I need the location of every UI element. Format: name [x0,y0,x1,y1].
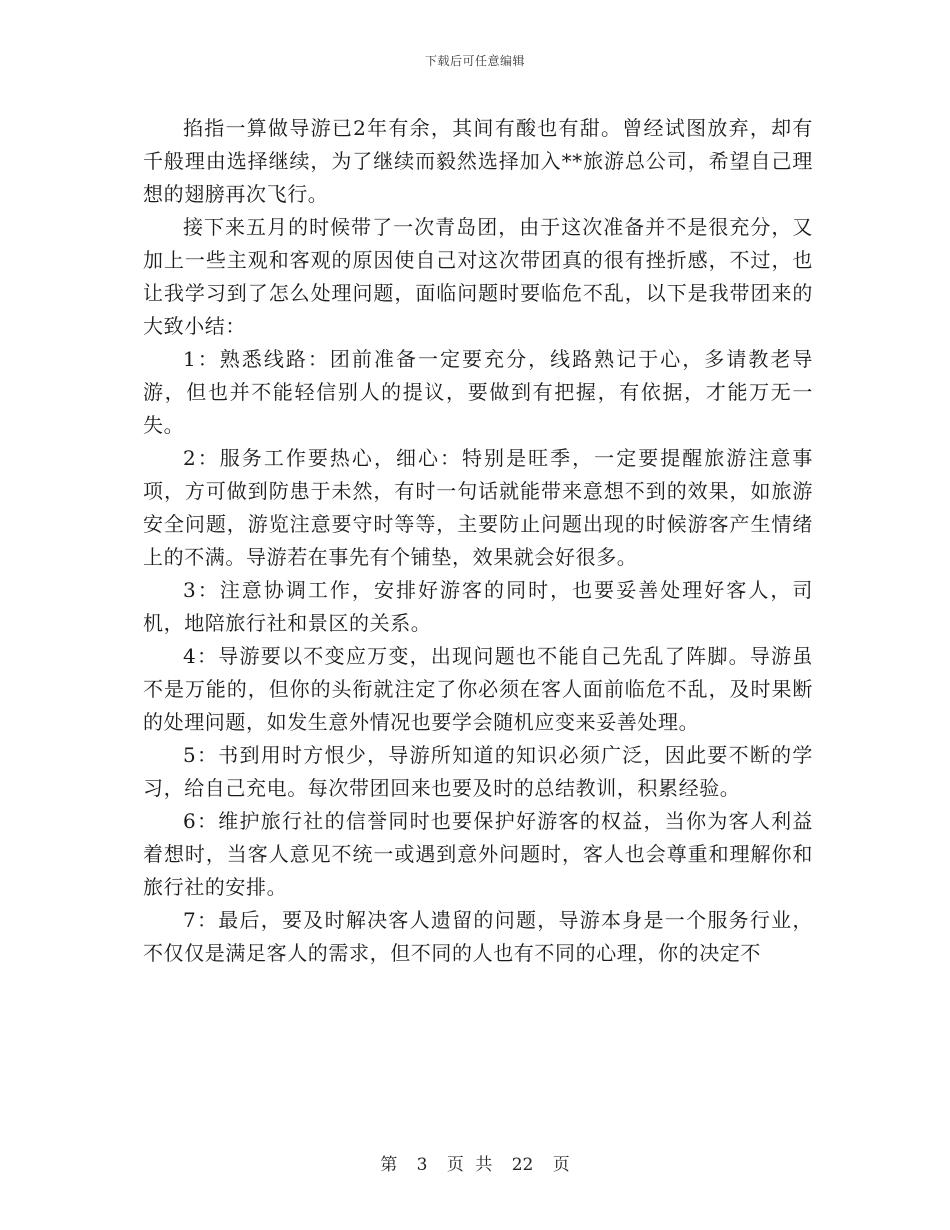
paragraph-point-4: 4：导游要以不变应万变，出现问题也不能自己先乱了阵脚。导游虽不是万能的，但你的头衔就注定了你必须在客人面前临危不乱，及时果断的处理问题，如发生意外情况也要学会随机应变来妥善处理。 [143,644,813,734]
paragraph-point-7: 7：最后，要及时解决客人遗留的问题，导游本身是一个服务行业，不仅仅是满足客人的需求，但不同的人也有不同的心理，你的决定不 [143,908,813,965]
paragraph-point-2: 2：服务工作要热心，细心：特别是旺季，一定要提醒旅游注意事项，方可做到防患于未然，有时一句话就能带来意想不到的效果，如旅游安全问题，游览注意要守时等等，主要防止问题出现的时候游客产生情绪上的不满。导游若在事先有个铺垫，效果就会好很多。 [143,446,813,569]
current-page-number: 3 [416,1155,428,1175]
paragraph-intro: 掐指一算做导游已2年有余，其间有酸也有甜。曾经试图放弃，却有千般理由选择继续，为了继续而毅然选择加入**旅游总公司，希望自己理想的翅膀再次飞行。 [143,116,813,206]
total-page-count: 22 [511,1155,534,1175]
paragraph-point-3: 3：注意协调工作，安排好游客的同时，也要妥善处理好客人，司机，地陪旅行社和景区的关系。 [143,578,813,635]
paragraph-point-6: 6：维护旅行社的信誉同时也要保护好游客的权益，当你为客人利益着想时，当客人意见不统一或遇到意外问题时，客人也会尊重和理解你和旅行社的安排。 [143,809,813,899]
document-body [143,112,813,970]
footer-suffix: 页 [552,1155,570,1175]
page-header: 下载后可任意编辑 [424,54,525,68]
paragraph-point-5: 5：书到用时方恨少，导游所知道的知识必须广泛，因此要不断的学习，给自己充电。每次带团回来也要及时的总结教训，积累经验。 [143,743,813,800]
footer-middle: 页 共 [446,1155,493,1175]
footer-prefix: 第 [380,1155,398,1175]
paragraph-point-1: 1：熟悉线路：团前准备一定要充分，线路熟记于心，多请教老导游，但也并不能轻信别人的提议，要做到有把握，有依据，才能万无一失。 [143,347,813,437]
paragraph-qingdao-tour: 接下来五月的时候带了一次青岛团，由于这次准备并不是很充分，又加上一些主观和客观的原因使自己对这次带团真的很有挫折感，不过，也让我学习到了怎么处理问题，面临问题时要临危不乱，以下是我带团来的大致小结： [143,215,813,338]
page-footer [0,1153,950,1177]
